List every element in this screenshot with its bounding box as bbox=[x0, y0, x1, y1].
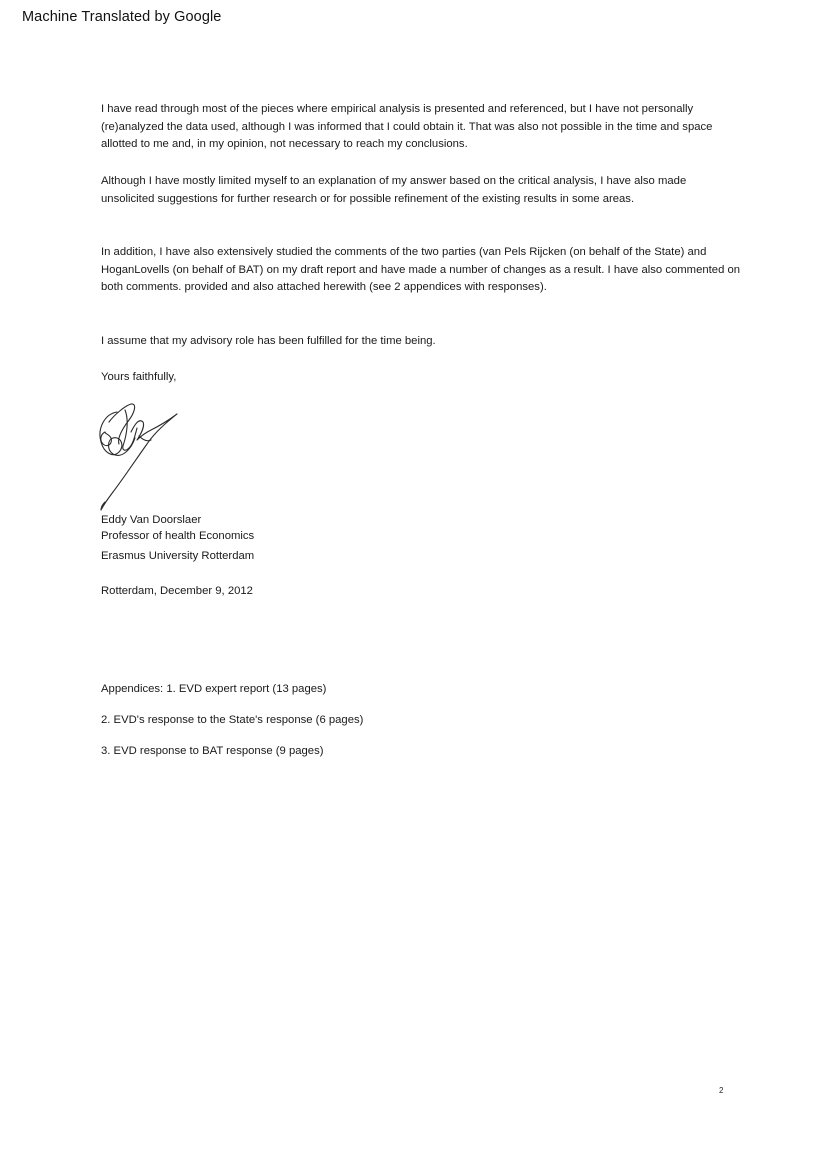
appendix-item: 3. EVD response to BAT response (9 pages) bbox=[101, 745, 324, 757]
appendix-item: Appendices: 1. EVD expert report (13 pages) bbox=[101, 683, 327, 695]
signatory-title: Professor of health Economics bbox=[101, 530, 255, 542]
appendix-item: 2. EVD's response to the State's response (6 pages) bbox=[101, 714, 364, 726]
page-number: 2 bbox=[719, 1086, 724, 1095]
place-date: Rotterdam, December 9, 2012 bbox=[101, 585, 253, 597]
handwritten-signature bbox=[95, 398, 185, 516]
signatory-name: Eddy Van Doorslaer bbox=[101, 514, 202, 526]
letter-closing: Yours faithfully, bbox=[101, 371, 177, 383]
paragraph-empirical-analysis: I have read through most of the pieces where empirical analysis is presented and referenced, but I have not personally (re)analyzed the data used, although I was informed that I could obtain it. That was also not possible in the time and space allotted to me and, in my opinion, not necessary to reach my conclusions. bbox=[101, 103, 713, 151]
paragraph-suggestions: Although I have mostly limited myself to an explanation of my answer based on the critical analysis, I have also made unsolicited suggestions for further research or for possible refinement of the existing results in some areas. bbox=[101, 175, 687, 205]
paragraph-advisory-role: I assume that my advisory role has been fulfilled for the time being. bbox=[101, 335, 436, 347]
machine-translation-banner: Machine Translated by Google bbox=[22, 9, 222, 25]
signatory-institution: Erasmus University Rotterdam bbox=[101, 550, 255, 562]
paragraph-comments-parties: In addition, I have also extensively studied the comments of the two parties (van Pels Rijcken (on behalf of the State) and HoganLovells (on behalf of BAT) on my draft report and have made a number of changes as a result. I have also commented on both comments. provided and also attached herewith (see 2 appendices with responses). bbox=[101, 246, 741, 294]
